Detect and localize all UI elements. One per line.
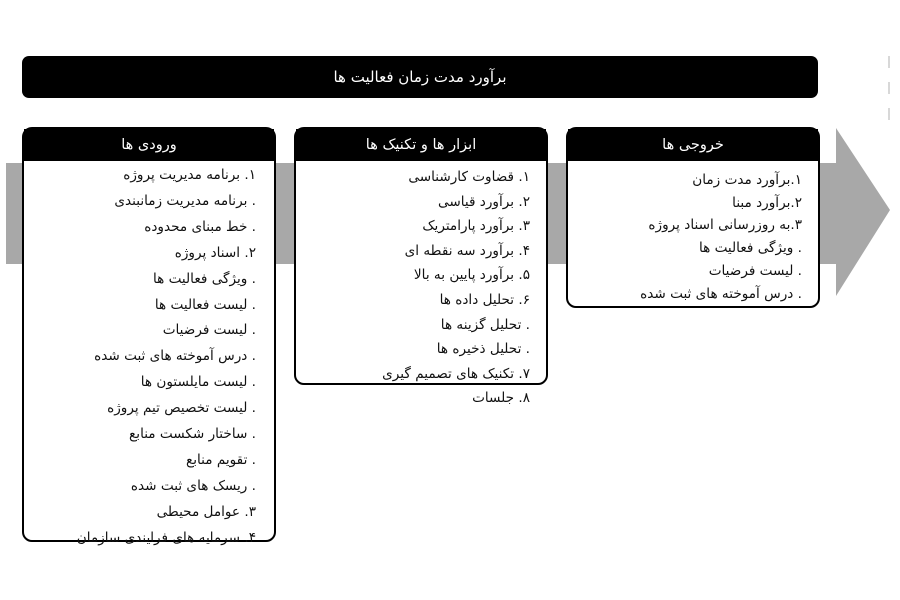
outputs-item: . درس آموخته های ثبت شده (640, 285, 802, 302)
inputs-item: . لیست فرضیات (162, 322, 256, 339)
inputs-item: ۱. برنامه مدیریت پروژه (123, 167, 256, 183)
tools-item: ۵. برآورد پایین به بالا (413, 267, 530, 284)
inputs-item: . لیست فعالیت ها (154, 296, 256, 313)
outputs-item: ۳.به روزرسانی اسناد پروژه (648, 217, 802, 234)
inputs-item: . تقویم منابع (185, 451, 256, 468)
outputs-list (568, 161, 818, 305)
tools-item: . تحلیل گزینه ها (440, 316, 530, 333)
inputs-list (24, 161, 274, 552)
inputs-item: . خط مبنای محدوده (144, 218, 256, 235)
tools-header: ابزار ها و تکنیک ها (296, 129, 546, 161)
inputs-header: ورودی ها (24, 129, 274, 161)
outputs-item: ۱.برآورد مدت زمان (692, 172, 802, 188)
tools-item: . تحلیل ذخیره ها (436, 341, 530, 358)
inputs-item: . لیست تخصیص تیم پروژه (107, 400, 256, 417)
inputs-item: . ویژگی فعالیت ها (152, 270, 256, 287)
tools-item: ۸. جلسات (472, 390, 530, 407)
inputs-box (22, 127, 276, 546)
tools-item: ۶. تحلیل داده ها (439, 291, 530, 308)
diagram-title-bar (22, 56, 818, 98)
tools-list (296, 161, 546, 411)
inputs-item: . لیست مایلستون ها (140, 374, 256, 391)
outputs-box (566, 127, 820, 308)
inputs-item: . برنامه مدیریت زمانبندی (114, 192, 256, 209)
inputs-item: ۳. عوامل محیطی (156, 503, 256, 520)
inputs-item: ۲. اسناد پروژه (174, 244, 256, 261)
tools-item: ۳. برآورد پارامتریک (422, 218, 530, 235)
inputs-item: ۴. سرمایه های فرایندی سازمان (76, 529, 256, 546)
edge-marks (887, 56, 891, 126)
inputs-item: . ساختار شکست منابع (129, 426, 256, 443)
inputs-item: . درس آموخته های ثبت شده (94, 348, 256, 365)
outputs-item: ۲.برآورد مبنا (732, 194, 802, 211)
tools-item: ۴. برآورد سه نقطه ای (404, 242, 530, 259)
tools-box (294, 127, 548, 407)
outputs-header: خروجی ها (568, 129, 818, 161)
outputs-item: . ویژگی فعالیت ها (698, 240, 802, 257)
inputs-item: . ریسک های ثبت شده (130, 477, 256, 494)
diagram-title: برآورد مدت زمان فعالیت ها (333, 68, 507, 86)
tools-item: ۷. تکنیک های تصمیم گیری (382, 365, 530, 382)
outputs-item: . لیست فرضیات (708, 262, 802, 279)
tools-item: ۱. قضاوت کارشناسی (408, 169, 530, 185)
tools-item: ۲. برآورد قیاسی (438, 193, 530, 210)
